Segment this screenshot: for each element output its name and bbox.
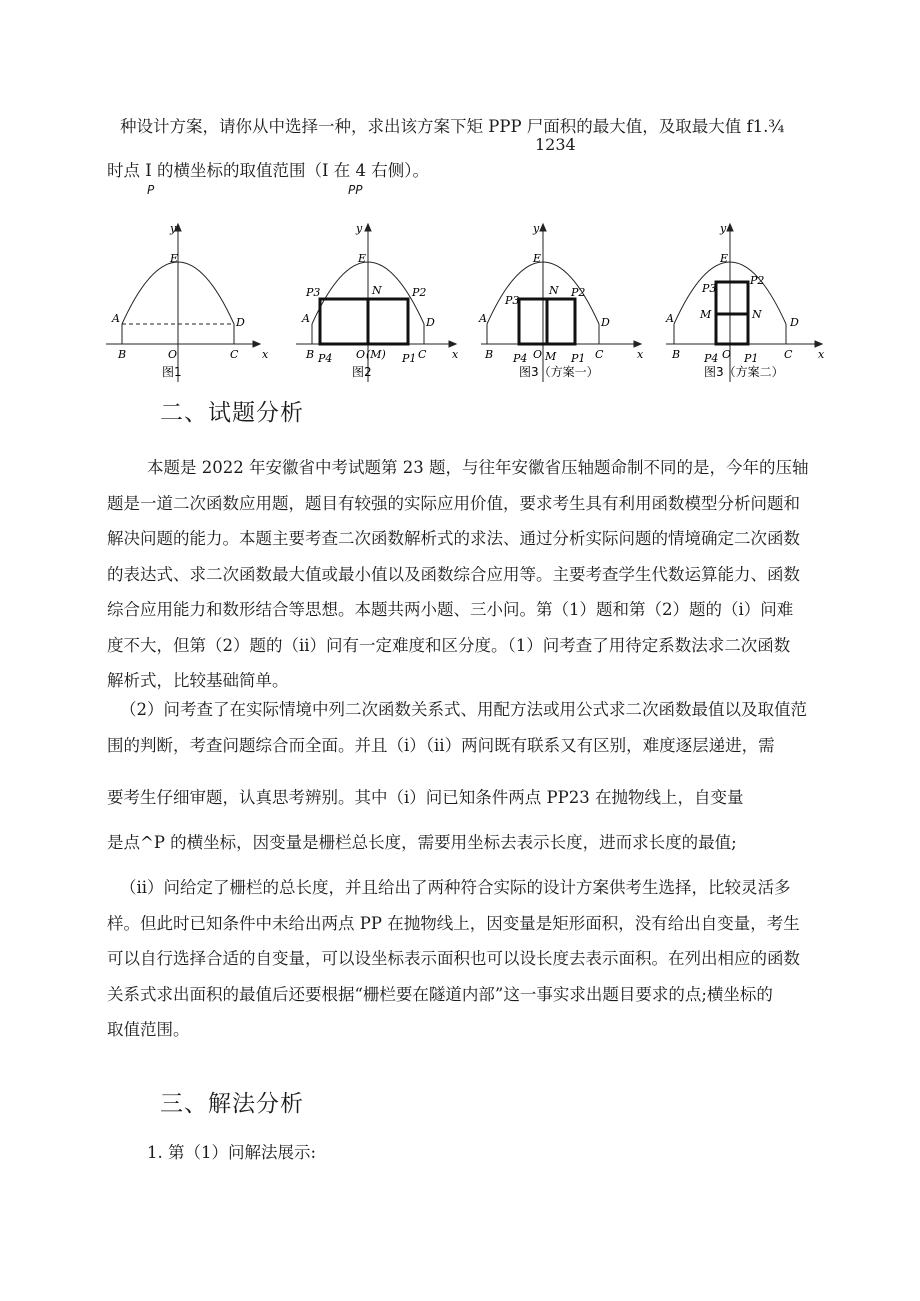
figure-stroke — [449, 341, 456, 347]
label-n: N — [372, 284, 382, 297]
label-x: x — [262, 348, 269, 361]
intro-line-1-subscript: 1234 — [535, 135, 576, 154]
figure-stroke — [253, 341, 260, 347]
intro-subscript-pp: PP — [348, 183, 363, 197]
figure-3-plan-2-caption: 图3（方案二） — [704, 365, 784, 379]
figures-row — [100, 212, 825, 392]
label-y: y — [533, 222, 540, 235]
label-x: x — [637, 348, 644, 361]
paragraph-line: 可以自行选择合适的自变量，可以设坐标表示面积也可以设长度去表示面积。在列出相应的函数 — [107, 949, 800, 968]
figure-1-caption: 图1 — [162, 365, 182, 379]
label-y: y — [356, 222, 363, 235]
label-o: O — [533, 348, 543, 361]
label-b: B — [672, 348, 681, 361]
label-p2: P2 — [750, 274, 765, 287]
figure-3-plan-2 — [660, 212, 825, 392]
figure-1 — [100, 212, 270, 392]
figure-2-caption: 图2 — [352, 365, 372, 379]
label-b: B — [485, 348, 494, 361]
paragraph-line: 解决问题的能力。本题主要考查二次函数解析式的求法、通过分析实际问题的情境确定二次函数 — [107, 529, 800, 548]
fence-rectangle — [519, 299, 575, 344]
figure-stroke — [320, 299, 408, 344]
figure-2 — [290, 212, 470, 392]
label-c: C — [595, 348, 604, 361]
label-m: M — [545, 350, 557, 363]
label-o: O — [722, 348, 732, 361]
label-p4: P4 — [704, 352, 719, 365]
label-b: B — [118, 348, 127, 361]
intro-line-2: 时点 I 的横坐标的取值范围（I 在 4 右侧）。 — [107, 161, 430, 180]
figure-stroke — [634, 341, 641, 347]
paragraph-line: 题是一道二次函数应用题，题目有较强的实际应用价值，要求考生具有利用函数模型分析问题和 — [107, 493, 800, 513]
section-2-paragraph-4: 是点^P 的横坐标，因变量是栅栏总长度，需要用坐标去表示长度，进而求长度的最值; — [107, 833, 737, 852]
section-3-heading: 三、解法分析 — [160, 1091, 304, 1117]
paragraph-line: （ii）问给定了栅栏的总长度，并且给出了两种符合实际的设计方案供考生选择，比较灵活多 — [120, 878, 791, 897]
label-x: x — [452, 348, 459, 361]
paragraph-line: 本题是 2022 年安徽省中考试题第 23 题，与往年安徽省压轴题命制不同的是，今年的压轴 — [147, 458, 809, 477]
label-a: A — [302, 312, 310, 325]
label-o: O — [168, 348, 178, 361]
label-p2: P2 — [412, 286, 427, 299]
section-2-paragraph-2 — [107, 692, 825, 763]
label-p3: P3 — [505, 294, 520, 307]
section-2-paragraph-5 — [107, 870, 819, 1048]
label-d: D — [601, 316, 610, 329]
label-x: x — [818, 348, 825, 361]
paragraph-line: 围的判断，考查问题综合而全面。并且（i）（ii）两问既有联系又有区别，难度逐层递进，需 — [107, 735, 775, 755]
paragraph-line: 关系式求出面积的最值后还要根据“栅栏要在隧道内部”这一事实求出题目要求的点;横坐标的 — [107, 984, 773, 1004]
figure-3-plan-1-caption: 图3（方案一） — [519, 365, 599, 379]
label-e: E — [170, 252, 179, 265]
label-e: E — [720, 252, 729, 265]
label-y: y — [170, 222, 177, 235]
label-a: A — [479, 312, 487, 325]
label-c: C — [784, 348, 793, 361]
label-d: D — [790, 316, 799, 329]
figure-stroke — [365, 224, 371, 231]
label-y: y — [720, 222, 727, 235]
label-p3: P3 — [306, 286, 321, 299]
label-p4: P4 — [318, 352, 333, 365]
label-e: E — [533, 252, 542, 265]
paragraph-line: 取值范围。 — [107, 1020, 190, 1039]
intro-line-1: 种设计方案，请你从中选择一种，求出该方案下矩 PPP 尸面积的最大值，及取最大值 f1.¾ — [120, 117, 785, 136]
fence-rectangle — [716, 282, 748, 344]
label-b: B — [306, 348, 315, 361]
label-c: C — [418, 348, 427, 361]
label-a: A — [112, 312, 120, 325]
section-2-paragraph-3: 要考生仔细审题，认真思考辨别。其中（i）问已知条件两点 PP23 在抛物线上，自变量 — [107, 788, 744, 807]
label-c: C — [230, 348, 239, 361]
label-o: O — [356, 348, 366, 361]
paragraph-line: 解析式，比较基础简单。 — [107, 671, 289, 690]
paragraph-line: 综合应用能力和数形结合等思想。本题共两小题、三小问。第（1）题和第（2）题的（i）问难 — [107, 600, 794, 619]
figure-stroke — [540, 224, 546, 231]
label-p1: P1 — [571, 352, 586, 365]
intro-subscript-p: P — [147, 183, 155, 197]
section-2-paragraph-1 — [107, 450, 819, 699]
label-p2: P2 — [571, 286, 586, 299]
figure-stroke — [727, 224, 733, 231]
label-e: E — [358, 252, 367, 265]
figure-stroke — [815, 341, 822, 347]
paragraph-line: 度不大，但第（2）题的（ii）问有一定难度和区分度。（1）问考查了用待定系数法求二次函数 — [107, 635, 791, 655]
label-n: N — [549, 284, 559, 297]
fence-rectangle — [320, 299, 408, 344]
label-a: A — [666, 312, 674, 325]
label-p1: P1 — [744, 352, 759, 365]
paragraph-line: 样。但此时已知条件中未给出两点 PP 在抛物线上，因变量是矩形面积，没有给出自变量，考生 — [107, 913, 800, 933]
paragraph-line: 的表达式、求二次函数最大值或最小值以及函数综合应用等。主要考查学生代数运算能力、函数 — [107, 564, 800, 584]
section-3-item-1: 1. 第（1）问解法展示: — [147, 1143, 317, 1162]
section-2-heading: 二、试题分析 — [160, 400, 304, 426]
label-d: D — [426, 316, 435, 329]
label-d: D — [236, 316, 245, 329]
label-n: N — [752, 308, 762, 321]
label-p3: P3 — [702, 282, 717, 295]
label-p4: P4 — [513, 352, 528, 365]
figure-3-plan-1 — [475, 212, 655, 392]
paragraph-line: （2）问考查了在实际情境中列二次函数关系式、用配方法或用公式求二次函数最值以及取值范 — [120, 700, 807, 719]
label-p1: P1 — [402, 352, 417, 365]
label-m: M — [700, 308, 712, 321]
label-m: (M) — [366, 348, 386, 361]
